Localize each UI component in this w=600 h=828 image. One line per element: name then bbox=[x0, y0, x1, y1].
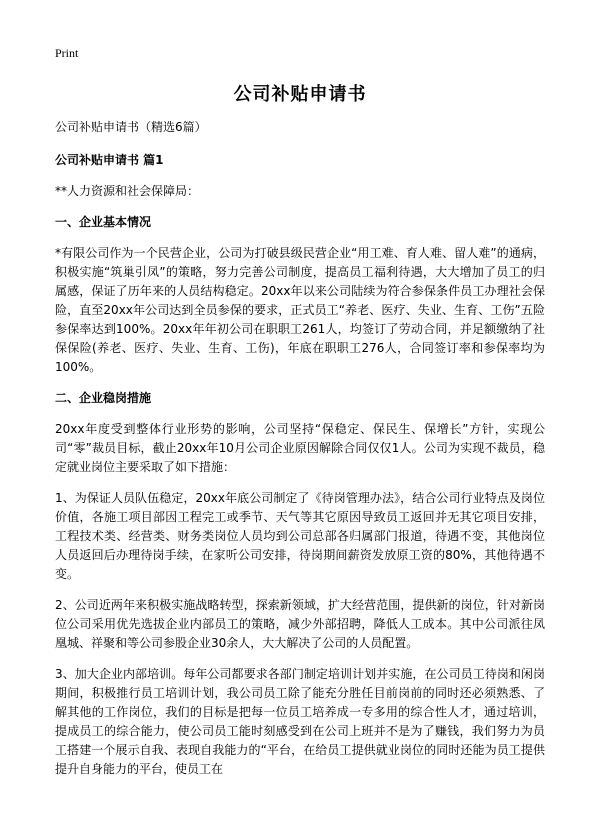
paragraph-measure-1: 1、为保证人员队伍稳定，20xx年底公司制定了《待岗管理办法》，结合公司行业特点及岗位价值，各施工项目部因工程完工或季节、天气等其它原因导致员工返回并无其它项目安排，工程技术类、经营类、财务类岗位人员均到公司总部各归属部门报道，待遇不变，其他岗位人员返回后办理待岗手续，在家听公司安排，待岗期间薪资发放原工资的80%，其他待遇不变。 bbox=[55, 491, 545, 581]
document-body bbox=[55, 118, 545, 791]
salutation: **人力资源和社会保障局： bbox=[55, 184, 200, 198]
document-subtitle: 公司补贴申请书（精选6篇） bbox=[55, 120, 207, 134]
paragraph-measure-2: 2、公司近两年来积极实施战略转型，探索新领域，扩大经营范围，提供新的岗位，针对新岗位公司采用优先选拔企业内部员工的策略，减少外部招聘，降低人工成本。其中公司派往凤凰城、祥聚和等公司参股企业30余人，大大解决了公司的人员配置。 bbox=[55, 598, 545, 650]
page-title: 公司补贴申请书 bbox=[233, 84, 367, 105]
heading-basic-info: 一、企业基本情况 bbox=[55, 215, 152, 229]
heading-stability-measures: 二、企业稳岗措施 bbox=[55, 391, 152, 405]
paragraph-basic-info: *有限公司作为一个民营企业，公司为打破县级民营企业“用工难、育人难、留人难”的通病，积极实施“筑巢引凤”的策略，努力完善公司制度，提高员工福利待遇，大大增加了员工的归属感，保证了历年来的人员结构稳定。20xx年以来公司陆续为符合参保条件员工办理社会保险，直至20xx年公司达到全员参保的要求，正式员工“养老、医疗、失业、生育、工伤”五险参保率达到100%。20xx年年初公司在职职工261人，均签订了劳动合同，并足额缴纳了社保保险(养老、医疗、失业、生育、工伤)，年底在职职工276人，合同签订率和参保率均为100%。 bbox=[55, 246, 545, 374]
print-link[interactable]: Print bbox=[55, 46, 79, 60]
section-title: 公司补贴申请书 篇1 bbox=[55, 153, 164, 167]
paragraph-measure-3: 3、加大企业内部培训。每年公司都要求各部门制定培训计划并实施，在公司员工待岗和闲岗期间，积极推行员工培训计划，我公司员工除了能充分胜任目前岗前的同时还必须熟悉、了解其他的工作岗位，我们的目标是把每一位员工培养成一专多用的综合性人才，通过培训，提成员工的综合能力，使公司员工能时刻感受到在公司上班并不是为了赚钱，我们努力为员工搭建一个展示自我、表现自我能力的“平台，在给员工提供就业岗位的同时还能为员工提供提升自身能力的平台，使员工在 bbox=[55, 667, 545, 776]
paragraph-stability-intro: 20xx年度受到整体行业形势的影响，公司坚持“保稳定、保民生、保增长”方针，实现公司“零”裁员目标，截止20xx年10月公司企业原因解除合同仅仅1人。公司为实现不裁员，稳定就业岗位主要采取了如下措施： bbox=[55, 422, 545, 474]
